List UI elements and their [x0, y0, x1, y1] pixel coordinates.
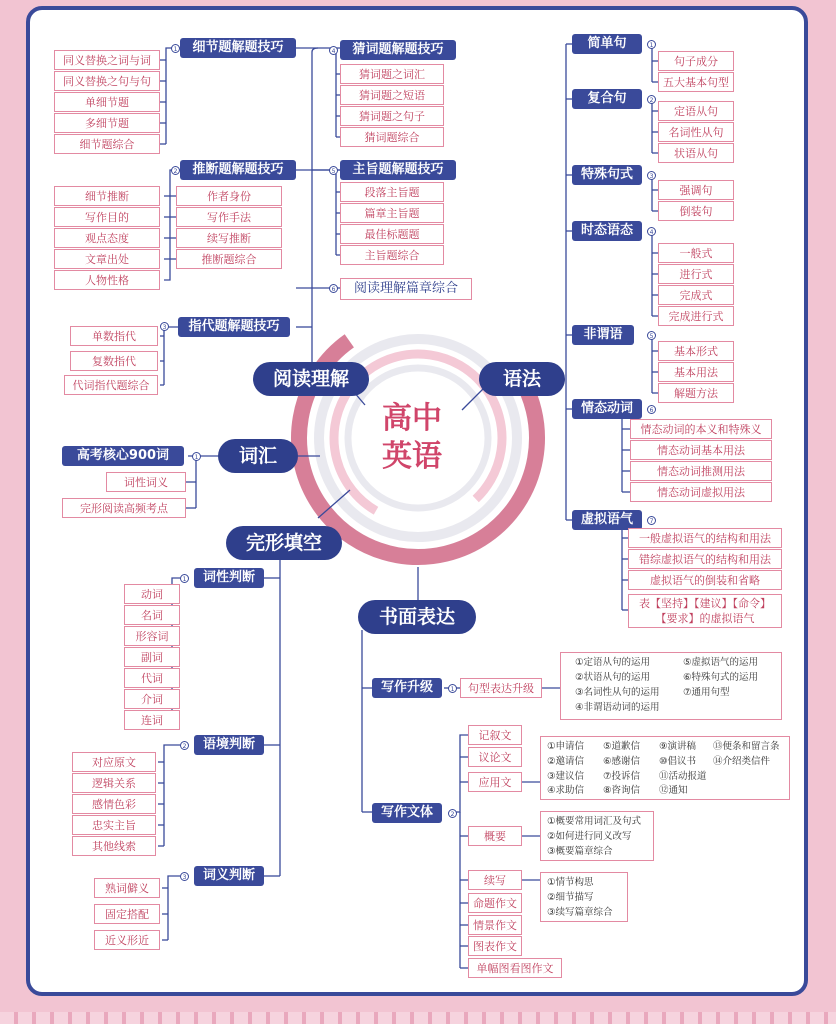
number-marker: 1 [171, 44, 180, 53]
upgrade-list-item: ⑦通用句型 [683, 687, 730, 698]
inference-item: 观点态度 [54, 228, 160, 248]
grammar-item: 一般虚拟语气的结构和用法 [628, 528, 782, 548]
grammar-item: 句子成分 [658, 51, 734, 71]
number-marker: 5 [329, 166, 338, 175]
center-title [356, 400, 468, 476]
letter-type: ⑭介绍类信件 [713, 756, 771, 767]
letter-type: ②邀请信 [547, 756, 585, 767]
writing-upgrade-header[interactable]: 写作升级 [372, 678, 442, 698]
inference-item: 推断题综合 [176, 249, 282, 269]
letter-type: ⑬便条和留言条 [713, 741, 780, 752]
cloze-item: 形容词 [124, 626, 180, 646]
inference-item: 人物性格 [54, 270, 160, 290]
number-marker: 4 [329, 46, 338, 55]
number-marker: 6 [647, 405, 656, 414]
inference-item: 写作手法 [176, 207, 282, 227]
number-marker: 1 [192, 452, 201, 461]
writing-styles-header[interactable]: 写作文体 [372, 803, 442, 823]
main-node-cloze[interactable]: 完形填空 [226, 526, 342, 560]
grammar-item: 倒装句 [658, 201, 734, 221]
cloze-item: 熟词僻义 [94, 878, 160, 898]
upgrade-list-item: ③名词性从句的运用 [575, 687, 660, 698]
reference-skill-header[interactable]: 指代题解题技巧 [178, 317, 290, 337]
reference-item: 代词指代题综合 [64, 375, 158, 395]
cloze-item: 代词 [124, 668, 180, 688]
detail-item: 单细节题 [54, 92, 160, 112]
simple-sentence-header[interactable]: 简单句 [572, 34, 642, 54]
cloze-item: 忠实主旨 [72, 815, 156, 835]
inference-item: 作者身份 [176, 186, 282, 206]
number-marker: 4 [647, 227, 656, 236]
detail-skill-header[interactable]: 细节题解题技巧 [180, 38, 296, 58]
upgrade-list-item: ②状语从句的运用 [575, 672, 651, 683]
writing-style-item: 单幅图看图作文 [468, 958, 562, 978]
cloze-meaning-header[interactable]: 词义判断 [194, 866, 264, 886]
grammar-item-multiline [628, 594, 782, 628]
compound-sentence-header[interactable]: 复合句 [572, 89, 642, 109]
grammar-item: 情态动词推测用法 [630, 461, 772, 481]
number-marker: 2 [180, 741, 189, 750]
subjunctive-line1: 表【坚持】【建议】【命令】 [639, 597, 771, 610]
main-idea-item: 主旨题综合 [340, 245, 444, 265]
number-marker: 3 [160, 322, 169, 331]
grammar-item: 情态动词基本用法 [630, 440, 772, 460]
letter-type: ⑦投诉信 [603, 771, 641, 782]
cloze-pos-header[interactable]: 词性判断 [194, 568, 264, 588]
grammar-item: 强调句 [658, 180, 734, 200]
number-marker: 1 [647, 40, 656, 49]
main-idea-item: 最佳标题题 [340, 224, 444, 244]
writing-style-item: 续写 [468, 870, 522, 890]
continuation-item: ②细节描写 [547, 892, 594, 903]
letter-type: ⑧咨询信 [603, 785, 641, 796]
main-node-vocab[interactable]: 词汇 [218, 439, 298, 473]
letter-type: ④求助信 [547, 785, 585, 796]
guess-item: 猜词题之短语 [340, 85, 444, 105]
letter-type: ③建议信 [547, 771, 585, 782]
writing-style-item: 命题作文 [468, 893, 522, 913]
guess-skill-header[interactable]: 猜词题解题技巧 [340, 40, 456, 60]
cloze-item: 副词 [124, 647, 180, 667]
guess-item: 猜词题之词汇 [340, 64, 444, 84]
grammar-item: 虚拟语气的倒装和省略 [628, 570, 782, 590]
summary-item: ①概要常用词汇及句式 [547, 816, 642, 827]
number-marker: 1 [448, 684, 457, 693]
modal-verb-header[interactable]: 情态动词 [572, 399, 642, 419]
number-marker: 2 [448, 809, 457, 818]
letter-type: ⑩倡议书 [659, 756, 697, 767]
detail-item: 细节题综合 [54, 134, 160, 154]
writing-style-item: 议论文 [468, 747, 522, 767]
summary-item: ③概要篇章综合 [547, 846, 613, 857]
number-marker: 1 [180, 574, 189, 583]
main-idea-skill-header[interactable]: 主旨题解题技巧 [340, 160, 456, 180]
letter-type: ⑪活动报道 [659, 771, 707, 782]
cloze-item: 固定搭配 [94, 904, 160, 924]
center-title-line2: 英语 [382, 439, 442, 474]
grammar-item: 定语从句 [658, 101, 734, 121]
detail-item: 同义替换之句与句 [54, 71, 160, 91]
main-idea-item: 段落主旨题 [340, 182, 444, 202]
vocab-core-header[interactable]: 高考核心900词 [62, 446, 184, 466]
continuation-item: ①情节构思 [547, 877, 594, 888]
cloze-item: 感情色彩 [72, 794, 156, 814]
vocab-item: 完形阅读高频考点 [62, 498, 186, 518]
reference-item: 复数指代 [70, 351, 158, 371]
grammar-item: 错综虚拟语气的结构和用法 [628, 549, 782, 569]
detail-item: 同义替换之词与词 [54, 50, 160, 70]
writing-style-item: 图表作文 [468, 936, 522, 956]
number-marker: 3 [180, 872, 189, 881]
sentence-upgrade-list [560, 652, 782, 720]
center-title-line1: 高中 [382, 401, 442, 436]
number-marker: 6 [329, 284, 338, 293]
letter-type: ⑨演讲稿 [659, 741, 697, 752]
vocab-item: 词性词义 [106, 472, 186, 492]
grammar-item: 状语从句 [658, 143, 734, 163]
main-idea-item: 篇章主旨题 [340, 203, 444, 223]
continuation-item: ③续写篇章综合 [547, 907, 613, 918]
main-node-writing[interactable]: 书面表达 [358, 600, 476, 634]
writing-style-item: 记叙文 [468, 725, 522, 745]
main-node-grammar[interactable]: 语法 [479, 362, 565, 396]
grammar-item: 名词性从句 [658, 122, 734, 142]
number-marker: 3 [647, 171, 656, 180]
grammar-item: 完成式 [658, 285, 734, 305]
subjunctive-header[interactable]: 虚拟语气 [572, 510, 642, 530]
cloze-item: 名词 [124, 605, 180, 625]
upgrade-list-item: ④非谓语动词的运用 [575, 702, 660, 713]
comprehensive-header[interactable]: 阅读理解篇章综合 [340, 278, 472, 300]
upgrade-list-item: ①定语从句的运用 [575, 657, 651, 668]
inference-item: 文章出处 [54, 249, 160, 269]
letter-type: ⑥感谢信 [603, 756, 641, 767]
grammar-item: 情态动词的本义和特殊义 [630, 419, 772, 439]
number-marker: 2 [171, 166, 180, 175]
letter-type: ⑤道歉信 [603, 741, 641, 752]
grammar-item: 解题方法 [658, 383, 734, 403]
writing-style-item: 概要 [468, 826, 522, 846]
cloze-item: 逻辑关系 [72, 773, 156, 793]
reference-item: 单数指代 [70, 326, 158, 346]
summary-item: ②如何进行同义改写 [547, 831, 632, 842]
cloze-item: 动词 [124, 584, 180, 604]
letter-types-list [540, 736, 790, 800]
inference-item: 细节推断 [54, 186, 160, 206]
cloze-item: 近义形近 [94, 930, 160, 950]
grammar-item: 五大基本句型 [658, 72, 734, 92]
upgrade-list-item: ⑥特殊句式的运用 [683, 672, 759, 683]
inference-item: 续写推断 [176, 228, 282, 248]
number-marker: 2 [647, 95, 656, 104]
detail-item: 多细节题 [54, 113, 160, 133]
letter-type: ⑫通知 [659, 785, 688, 796]
main-node-reading[interactable]: 阅读理解 [253, 362, 369, 396]
guess-item: 猜词题综合 [340, 127, 444, 147]
grammar-item: 基本形式 [658, 341, 734, 361]
summary-list [540, 811, 654, 861]
cloze-context-header[interactable]: 语境判断 [194, 735, 264, 755]
grammar-item: 进行式 [658, 264, 734, 284]
grammar-item: 一般式 [658, 243, 734, 263]
letter-type: ①申请信 [547, 741, 585, 752]
tense-voice-header[interactable]: 时态语态 [572, 221, 642, 241]
nonfinite-header[interactable]: 非谓语 [572, 325, 634, 345]
cloze-item: 连词 [124, 710, 180, 730]
inference-item: 写作目的 [54, 207, 160, 227]
bottom-stripe [0, 1012, 836, 1024]
writing-style-item: 情景作文 [468, 915, 522, 935]
guess-item: 猜词题之句子 [340, 106, 444, 126]
upgrade-list-item: ⑤虚拟语气的运用 [683, 657, 759, 668]
inference-skill-header[interactable]: 推断题解题技巧 [180, 160, 296, 180]
cloze-item: 介词 [124, 689, 180, 709]
number-marker: 7 [647, 516, 656, 525]
subjunctive-line2: 【要求】的虚拟语气 [655, 612, 755, 625]
special-sentence-header[interactable]: 特殊句式 [572, 165, 642, 185]
grammar-item: 完成进行式 [658, 306, 734, 326]
writing-style-item: 应用文 [468, 772, 522, 792]
grammar-item: 情态动词虚拟用法 [630, 482, 772, 502]
cloze-item: 其他线索 [72, 836, 156, 856]
number-marker: 5 [647, 331, 656, 340]
grammar-item: 基本用法 [658, 362, 734, 382]
cloze-item: 对应原文 [72, 752, 156, 772]
writing-upgrade-sub: 句型表达升级 [460, 678, 542, 698]
continuation-list [540, 872, 628, 922]
